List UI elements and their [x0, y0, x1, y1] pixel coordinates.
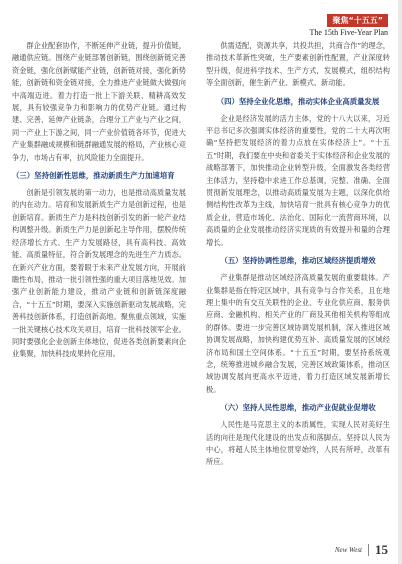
section-5-title: （五）坚持协调性思维，推动区域经济提质增效 — [220, 256, 376, 266]
paragraph: 群企业配套协作，不断延伸产业链，提升价值链，融通供应链。围绕产业链部署创新链，围绕创新链完善资金链，强化创新赋能产业链，创新链对接，强化新势能，创新链和资金链对接，全力推进产业链做大做强向中高端迈进。着力打造一批上下游关联、精耕高效发展，具有较强竞争力和影响力的优势产业链。通过构建、完善、延伸产业链条，合理分工产业与产业之间，同一产业上下游之间，同一产业价值链各环节，促进大产业集群融成规模和链群融通发展的格局，产业核心竞争力，市场占有率，抗风险能力全面提升。 — [12, 41, 186, 162]
section-header — [309, 8, 388, 37]
header-subtitle: The 15th Five-Year Plan — [309, 28, 388, 37]
paragraph: 产业集群是推动区域经济高质量发展的重要载体。产业集群是指在特定区域中，具有竞争与合作关系，且在地理上集中的有交互关联性的企业、专业化供应商、服务供应商、金融机构、相关产业的厂商及其他相关机构等组成的群体。要进一步完善区域协调发展机制，深入推进区域协调发展战略，加快构建优势互补、高质量发展的区域经济布局和国土空间体系。“十五五”时期，要坚持系统观念，统筹推进城乡融合发展，完善区域政策体系，推动区域协调发展向更高水平迈进，着力打造区域发展新增长极。 — [206, 273, 390, 394]
footer-divider — [368, 544, 369, 556]
page-footer — [335, 542, 388, 558]
section-3-title: （三）坚持创新性思维，推动新质生产力加速培育 — [12, 171, 175, 181]
paragraph: 人民性是马克思主义的本质属性，实现人民对美好生活的向往是现代化建设的出发点和落脚点。坚持以人民为中心，将超人民主体地位贯穿始终，人民有所呼，改革有所应。 — [206, 420, 390, 467]
header-badge: 聚焦“十五五” — [327, 14, 388, 27]
section-4-title: （四）坚持全业化思维，推动实体企业高质量发展 — [216, 96, 380, 106]
paragraph: 创新是引领发展的第一动力，也是推动高质量发展的内在动力。培育和发展新质生产力是创新过程，也是创新培育。新质生产力是科技创新引发的新一轮产业结构调整升级。新质生产力是创新起主导作用，摆脱传统经济增长方式、生产力发展路径，具有高科技、高效能、高质量特征，符合新发展理念的先进生产力质态。在新兴产业方面，要着眼于未来产业发展方向，开展前瞻性布局，推动一批引领性强的重大项目落地见效。加强产业创新能力建设，推动产业链和创新链深度融合，“十五五”时期，要深入实施创新驱动发展战略，完善科技创新体系，打造创新高地。聚焦重点领域，实施一批关键核心技术攻关项目，培育一批科技领军企业。同时要强化企业创新主体地位，促进各类创新要素向企业集聚，加快科技成果转化应用。 — [12, 188, 186, 359]
page-edge-rule — [398, 0, 402, 564]
paragraph: 供需适配，资源共享，共投共担，共商合作”的理念，推动技术革新性突破，生产要素创新性配置，产业深度转型升级，促进科学技术、生产方式，发展模式，组织结构等全面创新，催生新产业、新模式、新动能。 — [206, 41, 390, 88]
paragraph: 企业是经济发展的活力主体，党的十八大以来，习近平总书记多次强调实体经济的重要性，党的二十大再次明确“坚持把发展经济的着力点放在实体经济上”。“十五五”时期，我们要在中央和省委关于实体经济和企业发展的战略部署下，加快推动企业转型升级，全面激发各类经营主体活力，坚持稳中求进工作总基调，完整、准确、全面贯彻新发展理念，以推动高质量发展为主题，以深化供给侧结构性改革为主线，加快培育一批具有核心竞争力的优质企业，营造市场化、法治化、国际化一流营商环境，以高质量的企业发展推动经济实现质的有效提升和量的合理增长。 — [206, 113, 390, 247]
section-6-title: （六）坚持人民性思维，推动产业促就业促增收 — [220, 403, 376, 413]
page-number: 15 — [375, 542, 388, 557]
right-column — [206, 40, 390, 471]
left-column — [12, 40, 186, 363]
magazine-name: New West — [334, 546, 362, 554]
